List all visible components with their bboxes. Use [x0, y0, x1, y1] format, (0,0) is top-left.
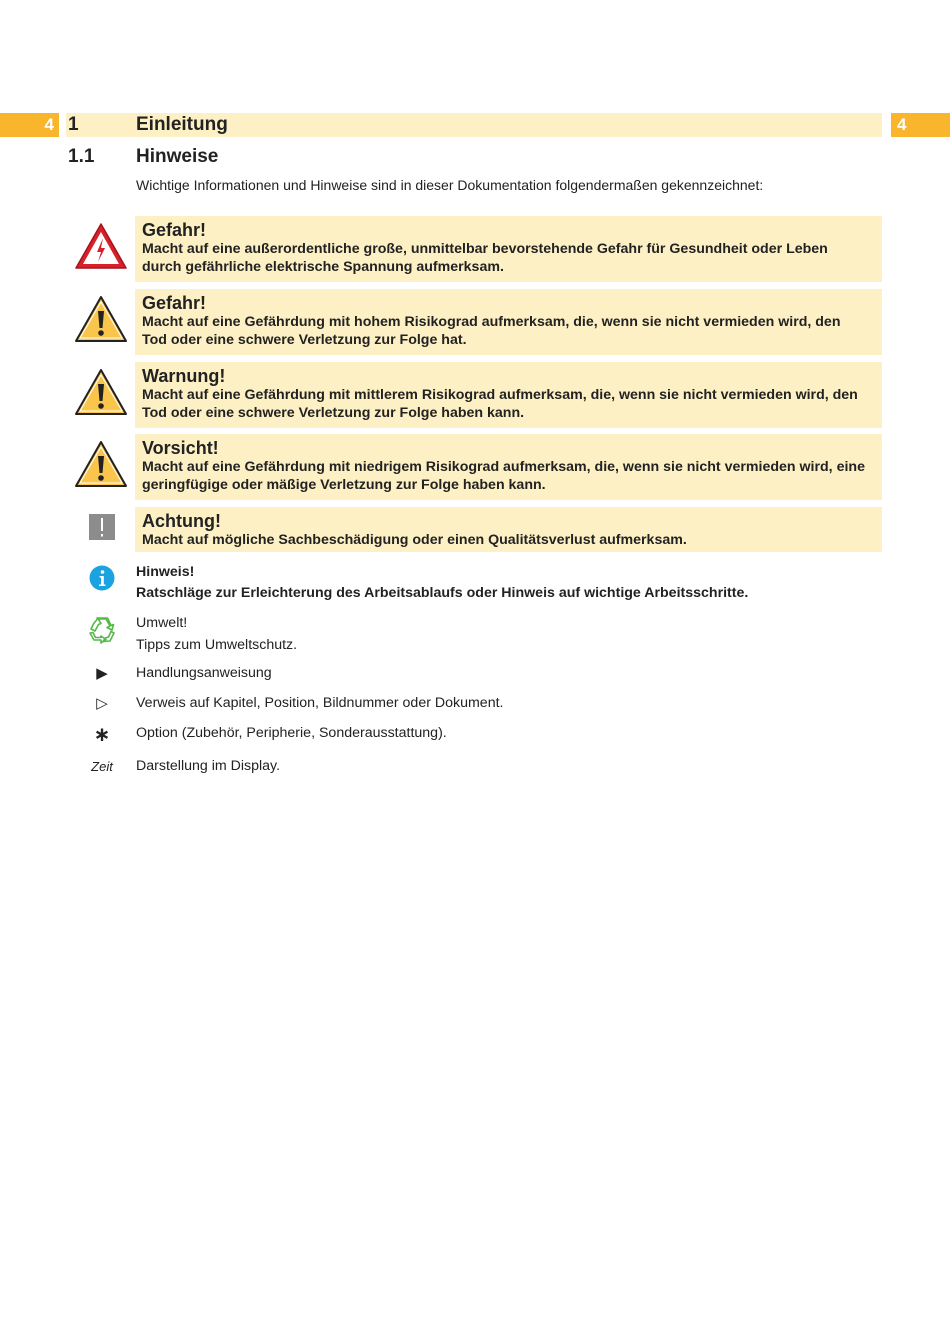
exclamation-square-icon: [89, 514, 115, 540]
recycling-icon: [86, 615, 118, 647]
warning-triangle-icon: [74, 295, 128, 343]
notice-title: Achtung!: [142, 511, 221, 531]
option-asterisk-icon: ∗: [93, 724, 111, 746]
notice-title: Gefahr!: [142, 293, 207, 313]
notice-text: durch gefährliche elektrische Spannung aufmerksam.: [142, 258, 504, 275]
reference-arrow-icon: ▷: [96, 695, 108, 712]
notice-text: Ratschläge zur Erleichterung des Arbeitsablaufs oder Hinweis auf wichtige Arbeitsschritte.: [136, 585, 749, 601]
notice-danger: [135, 289, 882, 355]
chapter-number: 1: [68, 114, 79, 135]
electric-hazard-icon: [74, 222, 128, 270]
notice-text: Tod oder eine schwere Verletzung zur Folge hat.: [142, 331, 467, 348]
notice-attention: [135, 507, 882, 552]
legend-reference-text: Verweis auf Kapitel, Position, Bildnummer oder Dokument.: [136, 695, 504, 711]
notice-text: Macht auf eine Gefährdung mit niedrigem Risikograd aufmerksam, die, wenn sie nicht vermieden wird, eine: [142, 459, 865, 475]
page-number-left: 4: [0, 113, 59, 137]
section-number: 1.1: [68, 146, 95, 167]
section-title: Hinweise: [136, 146, 219, 167]
notice-text: geringfügige oder mäßige Verletzung zur Folge haben kann.: [142, 476, 546, 493]
notice-caution: [135, 434, 882, 500]
chapter-title: Einleitung: [136, 114, 228, 135]
legend-instruction-text: Handlungsanweisung: [136, 665, 272, 681]
notice-title: Warnung!: [142, 366, 226, 386]
warning-triangle-icon: [74, 368, 128, 416]
notice-text: Macht auf eine Gefährdung mit mittlerem Risikograd aufmerksam, die, wenn sie nicht vermieden wird, den: [142, 387, 858, 403]
notice-text: Macht auf mögliche Sachbeschädigung oder einen Qualitätsverlust aufmerksam.: [142, 532, 687, 548]
legend-display-text: Darstellung im Display.: [136, 758, 281, 774]
notice-text: Macht auf eine Gefährdung mit hohem Risikograd aufmerksam, die, wenn sie nicht vermieden wird, den: [142, 314, 841, 330]
notice-text: Macht auf eine außerordentliche große, unmittelbar bevorstehende Gefahr für Gesundheit oder Leben: [142, 241, 828, 257]
instruction-arrow-icon: ▶: [96, 665, 108, 682]
notice-title: Gefahr!: [142, 220, 207, 240]
notice-title: Hinweis!: [136, 564, 195, 580]
notice-text: Tod oder eine schwere Verletzung zur Folge haben kann.: [142, 404, 525, 421]
notice-text: Tipps zum Umweltschutz.: [136, 637, 298, 653]
page-number-right: 4: [891, 113, 950, 137]
warning-triangle-icon: [74, 440, 128, 488]
notice-danger-electric: [135, 216, 882, 282]
notice-hint: [136, 561, 748, 603]
chapter-header: [66, 113, 882, 137]
notice-environment: [136, 613, 297, 657]
notice-title: Vorsicht!: [142, 438, 219, 458]
notice-warning: [135, 362, 882, 428]
notice-title: Umwelt!: [136, 615, 188, 631]
info-icon: [89, 565, 115, 591]
section-intro: Wichtige Informationen und Hinweise sind in dieser Dokumentation folgendermaßen gekennzeichnet:: [136, 177, 764, 193]
legend-option-text: Option (Zubehör, Peripherie, Sonderausstattung).: [136, 725, 447, 741]
display-text-sample: Zeit: [91, 759, 113, 774]
